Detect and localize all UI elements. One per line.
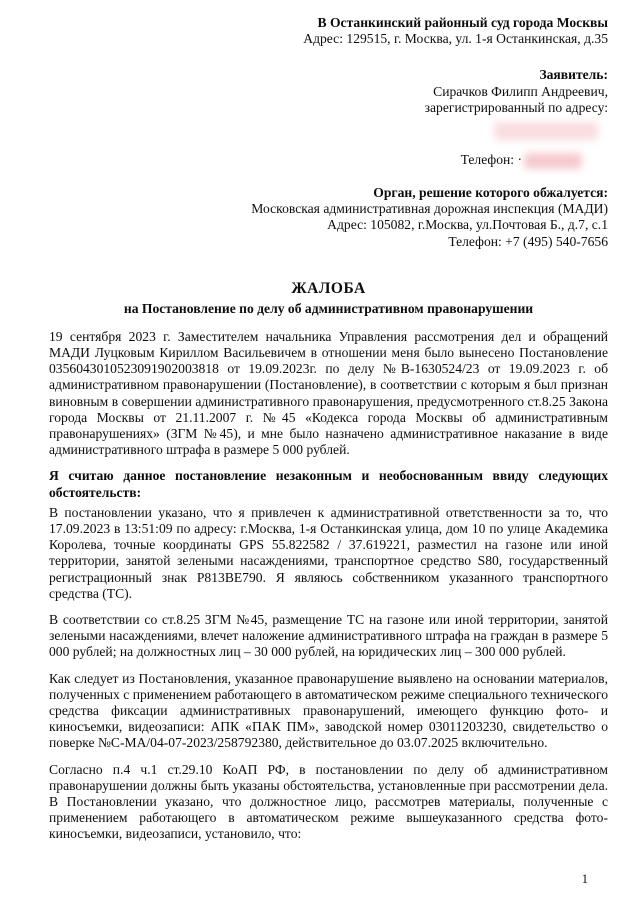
applicant-registered-address-label: зарегистрированный по адресу:: [424, 99, 608, 115]
court-address: Адрес: 129515, г. Москва, ул. 1-я Останкинская, д.35: [303, 31, 608, 47]
document-title-block: [49, 280, 608, 317]
paragraph-claim-heading: Я считаю данное постановление незаконным и необоснованным ввиду следующих обстоятельств:: [49, 468, 608, 500]
applicant-block: [49, 67, 608, 116]
paragraph-circumstances: В постановлении указано, что я привлечен к административной ответственности за то, что 17.09.2023 в 13:51:09 по адресу: г.Москва, 1-я Останкинская улица, дом 10 по улице Академика Королева, точные координаты GPS 55.822582 / 37.619221, разместил на газоне или иной территории, занятой зелеными насаждениями, транспортное средство S80, государственный регистрационный знак Р813ВЕ790. Я являюсь собственником указанного транспортного средства (ТС).: [49, 504, 608, 601]
redacted-address-area: [49, 116, 608, 150]
page-number: 1: [581, 872, 588, 886]
document-body: [49, 329, 608, 843]
document-content: [49, 15, 608, 853]
redaction-mark-address: [494, 122, 598, 140]
authority-address: Адрес: 105082, г.Москва, ул.Почтовая Б., д.7, с.1: [327, 217, 608, 233]
authority-block: [49, 185, 608, 250]
spacer: [49, 169, 608, 185]
paragraph-evidence-device: Как следует из Постановления, указанное правонарушение выявлено на основании материалов, полученных с применением работающего в автоматическом режиме специального технического средства фиксации административных правонарушений, имеющего функцию фото- и киносъемки, видеозаписи: АПК «ПАК ПМ», заводской номер 03011203230, свидетельство о поверке №С-МА/04-07-2023/258792380, действительное до 03.07.2025 включительно.: [49, 670, 608, 751]
spacer: [49, 47, 608, 67]
document-subtitle: на Постановление по делу об административном правонарушении: [123, 300, 534, 316]
applicant-phone-label: Телефон: ·: [460, 152, 522, 168]
applicant-phone-line: [49, 152, 608, 169]
document-title: ЖАЛОБА: [291, 279, 366, 297]
redaction-mark-phone: [524, 153, 582, 169]
authority-name: Московская административная дорожная инспекция (МАДИ): [251, 201, 608, 217]
applicant-label: Заявитель:: [539, 67, 608, 83]
authority-phone: Телефон: +7 (495) 540-7656: [448, 233, 608, 249]
authority-label: Орган, решение которого обжалуется:: [373, 184, 608, 200]
court-name: В Останкинский районный суд города Москвы: [317, 15, 608, 30]
court-header-block: [49, 15, 608, 47]
paragraph-koap-reference: Согласно п.4 ч.1 ст.29.10 КоАП РФ, в постановлении по делу об административном правонарушении должны быть указаны обстоятельства, установленные при рассмотрении дела. В Постановлении указано, что должностное лицо, рассмотрев материалы, полученные с применением работающего в автоматическом режиме вышеуказанного средства фото-киносъемки, видеозаписи, установило, что:: [49, 761, 608, 842]
applicant-name: Сирачков Филипп Андреевич,: [433, 83, 608, 99]
paragraph-intro: 19 сентября 2023 г. Заместителем начальника Управления рассмотрения дел и обращений МАДИ Луцковым Кириллом Васильевичем в отношении меня было вынесено Постановление 0356043010523091902003818 от 19.09.2023г. по делу №В-1630524/23 от 19.09.2023 г. об административном правонарушении (Постановление), в соответствии с которым я был признан виновным в совершении административного правонарушения, предусмотренного ст.8.25 Закона города Москвы от 21.11.2007 г. №45 «Кодекса города Москвы об административным правонарушениях» (ЗГМ №45), и мне было назначено административное наказание в виде административного штрафа в размере 5 000 рублей.: [49, 328, 608, 458]
paragraph-law-reference: В соответствии со ст.8.25 ЗГМ №45, размещение ТС на газоне или иной территории, занятой зелеными насаждениями, влечет наложение административного штрафа на граждан в размере 5 000 рублей; на должностных лиц – 30 000 рублей, на юридических лиц – 300 000 рублей.: [49, 611, 608, 660]
